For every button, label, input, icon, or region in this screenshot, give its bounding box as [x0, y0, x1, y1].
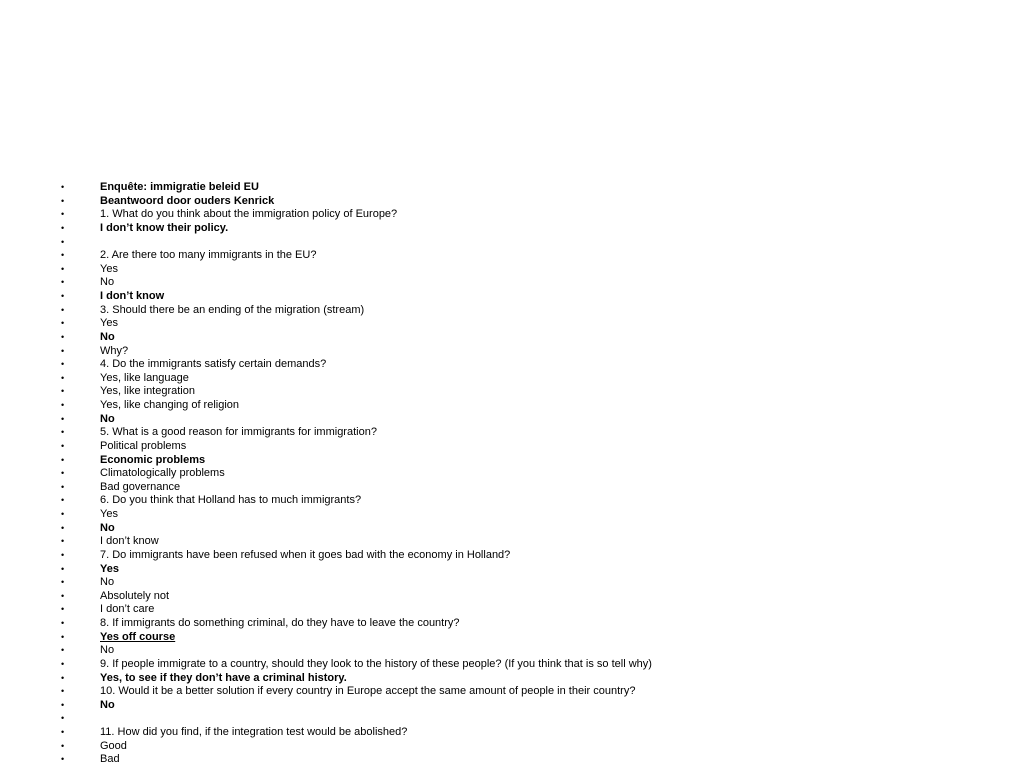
list-item-text: Absolutely not	[100, 589, 170, 602]
bullet-icon: •	[61, 222, 65, 233]
list-item-text: No	[100, 412, 115, 425]
list-item-text: 1. What do you think about the immigration policy of Europe?	[100, 208, 398, 221]
list-item-text: I don’t know	[100, 535, 159, 548]
list-item-text: 6. Do you think that Holland has to much immigrants?	[100, 494, 362, 507]
bullet-icon: •	[61, 331, 65, 342]
list-item-text: Bad	[100, 753, 120, 766]
bullet-icon: •	[61, 413, 65, 424]
bullet-icon: •	[61, 209, 65, 220]
bullet-icon: •	[61, 250, 65, 261]
list-item-text: I don’t know	[100, 290, 165, 302]
bullet-icon: •	[61, 740, 65, 751]
list-item-text: 5. What is a good reason for immigrants for immigration?	[100, 426, 377, 439]
bullet-icon: •	[61, 727, 65, 737]
list-item-text: 7. Do immigrants have been refused when it goes bad with the economy in Holland?	[100, 548, 511, 561]
list-item-text: Bad governance	[100, 480, 181, 493]
list-item-text: 11. How did you find, if the integration test would be abolished?	[100, 726, 408, 738]
bullet-icon: •	[61, 618, 65, 628]
list-item-text: No	[100, 698, 115, 711]
list-item-text: Yes	[100, 317, 118, 330]
bullet-icon: •	[61, 236, 65, 247]
list-item-text: Economic problems	[100, 453, 206, 466]
bullet-icon: •	[61, 386, 65, 397]
list-item-text: Yes, to see if they don’t have a criminal history.	[100, 671, 347, 684]
list-item-text: 4. Do the immigrants satisfy certain demands?	[100, 358, 327, 371]
bullet-icon: •	[61, 590, 65, 601]
list-item-text: I don’t know their policy.	[100, 221, 229, 234]
list-item-text: 3. Should there be an ending of the migration (stream)	[100, 303, 365, 316]
bullet-icon: •	[61, 440, 65, 451]
bullet-icon: •	[61, 400, 65, 410]
bullet-icon: •	[61, 182, 65, 192]
list-item-text: Yes	[100, 262, 118, 275]
list-item-text: No	[100, 276, 115, 289]
list-item-text: I don’t care	[100, 603, 155, 616]
list-item-text: Yes, like integration	[100, 385, 195, 398]
bullet-icon: •	[61, 658, 65, 669]
list-item-text: 10. Would it be a better solution if every country in Europe accept the same amount of people in their country?	[100, 685, 636, 698]
bullet-icon: •	[61, 563, 65, 574]
bullet-icon: •	[61, 277, 65, 288]
bullet-icon: •	[61, 495, 65, 506]
bullet-icon: •	[61, 536, 65, 547]
list-item-text: No	[100, 576, 115, 589]
bullet-icon: •	[61, 468, 65, 479]
list-item-text: No	[100, 521, 115, 534]
list-item-text: Yes off course	[100, 630, 176, 643]
bullet-icon: •	[61, 713, 65, 724]
list-item-text: Enquête: immigratie beleid EU	[100, 181, 259, 193]
bullet-icon: •	[61, 509, 65, 519]
list-item-text: Climatologically problems	[100, 467, 225, 480]
bullet-icon: •	[61, 291, 65, 301]
list-item-text: 2. Are there too many immigrants in the EU?	[100, 249, 317, 262]
bullet-icon: •	[61, 427, 65, 438]
list-item-text: Yes	[100, 508, 118, 520]
bullet-icon: •	[61, 631, 65, 642]
list-item-text: Yes	[100, 562, 119, 575]
bullet-icon: •	[61, 549, 65, 560]
bullet-icon: •	[61, 304, 65, 315]
bullet-icon: •	[61, 699, 65, 710]
list-item-text: Yes, like language	[100, 371, 189, 384]
bullet-icon: •	[61, 454, 65, 465]
bullet-icon: •	[61, 686, 65, 697]
list-item-text: No	[100, 644, 115, 657]
bullet-icon: •	[61, 195, 65, 206]
bullet-icon: •	[61, 672, 65, 683]
bullet-icon: •	[61, 577, 65, 588]
bullet-icon: •	[61, 645, 65, 656]
bullet-icon: •	[61, 345, 65, 356]
bullet-icon: •	[61, 263, 65, 274]
bullet-icon: •	[61, 318, 65, 329]
list-item-text: Yes, like changing of religion	[100, 399, 240, 411]
list-item-text: Good	[100, 739, 127, 752]
bullet-icon: •	[61, 372, 65, 383]
list-item-text: Political problems	[100, 439, 187, 452]
bullet-icon: •	[61, 522, 65, 533]
list-item-text: No	[100, 330, 115, 343]
list-item-text: 8. If immigrants do something criminal, do they have to leave the country?	[100, 617, 460, 629]
list-item-text: 9. If people immigrate to a country, should they look to the history of these people? (If you think that is so tell why)	[100, 657, 652, 670]
bullet-icon: •	[61, 359, 65, 370]
bullet-icon: •	[61, 604, 65, 615]
bullet-icon: •	[61, 481, 65, 492]
bullet-icon: •	[61, 754, 65, 765]
list-item-text: Beantwoord door ouders Kenrick	[100, 194, 275, 207]
list-item-text: Why?	[100, 344, 129, 357]
